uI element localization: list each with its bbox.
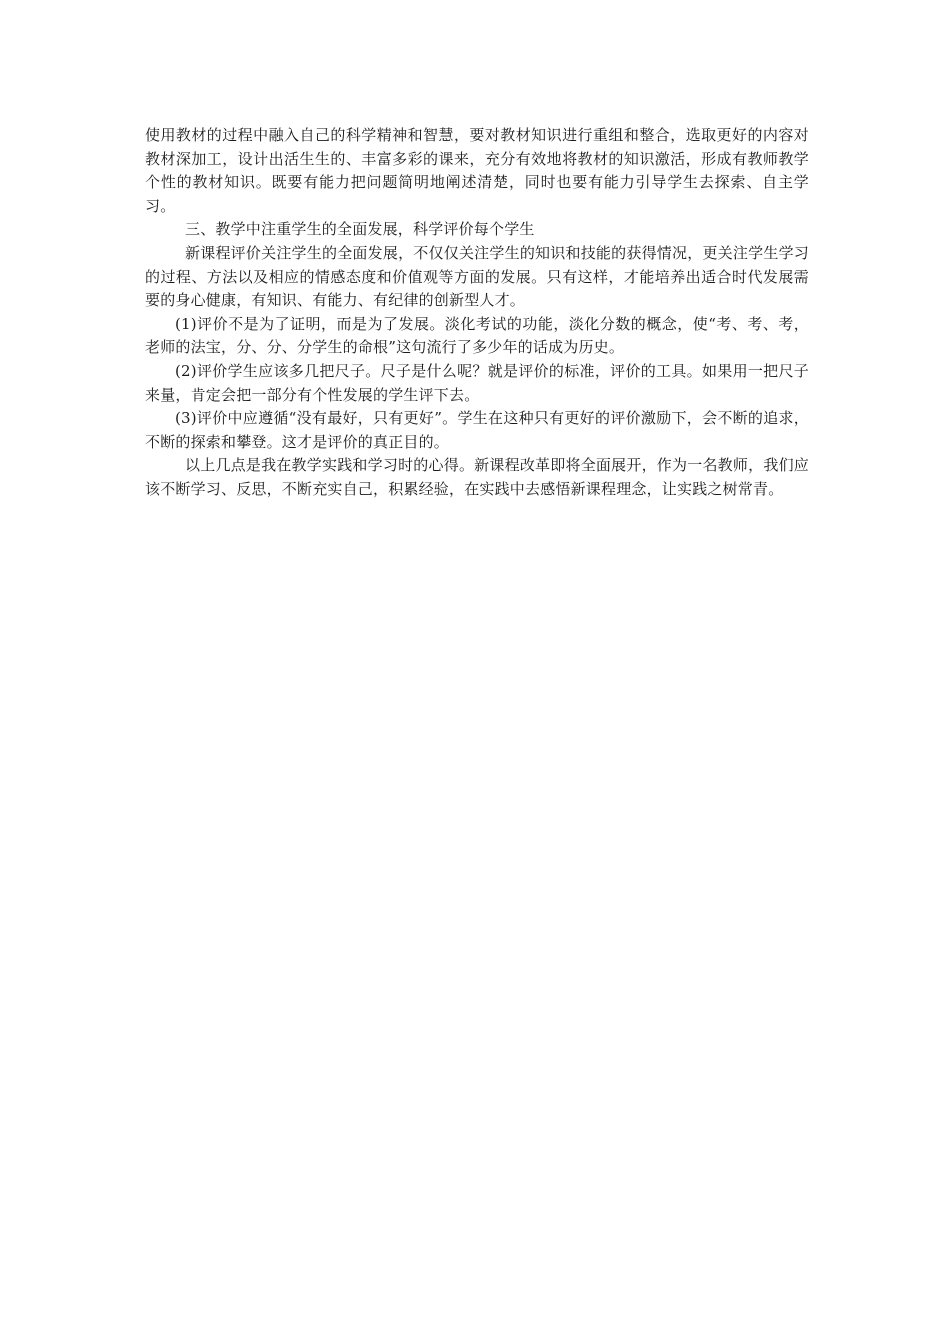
section-heading: 三、教学中注重学生的全面发展，科学评价每个学生	[185, 220, 535, 239]
document-page	[145, 124, 809, 502]
paragraph-continuation: 使用教材的过程中融入自己的科学精神和智慧，要对教材知识进行重组和整合，选取更好的内容对教材深加工，设计出活生生的、丰富多彩的课来，充分有效地将教材的知识激活，形成有教师教学个性的教材知识。既要有能力把问题简明地阐述清楚，同时也要有能力引导学生去探索、自主学习。	[145, 126, 809, 215]
list-item-3: (3)评价中应遵循“没有最好，只有更好”。学生在这种只有更好的评价激励下，会不断的追求，不断的探索和攀登。这才是评价的真正目的。	[145, 409, 809, 451]
list-item-2: (2)评价学生应该多几把尺子。尺子是什么呢？就是评价的标准，评价的工具。如果用一把尺子来量，肯定会把一部分有个性发展的学生评下去。	[145, 361, 809, 404]
list-item-1: (1)评价不是为了证明，而是为了发展。淡化考试的功能，淡化分数的概念，使“考、考、考，老师的法宝，分、分、分学生的命根”这句流行了多少年的话成为历史。	[145, 314, 809, 357]
paragraph-conclusion: 以上几点是我在教学实践和学习时的心得。新课程改革即将全面展开，作为一名教师，我们应该不断学习、反思，不断充实自己，积累经验，在实践中去感悟新课程理念，让实践之树常青。	[145, 456, 809, 498]
paragraph-evaluation-intro: 新课程评价关注学生的全面发展，不仅仅关注学生的知识和技能的获得情况，更关注学生学习的过程、方法以及相应的情感态度和价值观等方面的发展。只有这样，才能培养出适合时代发展需要的身心健康，有知识、有能力、有纪律的创新型人才。	[145, 243, 809, 310]
